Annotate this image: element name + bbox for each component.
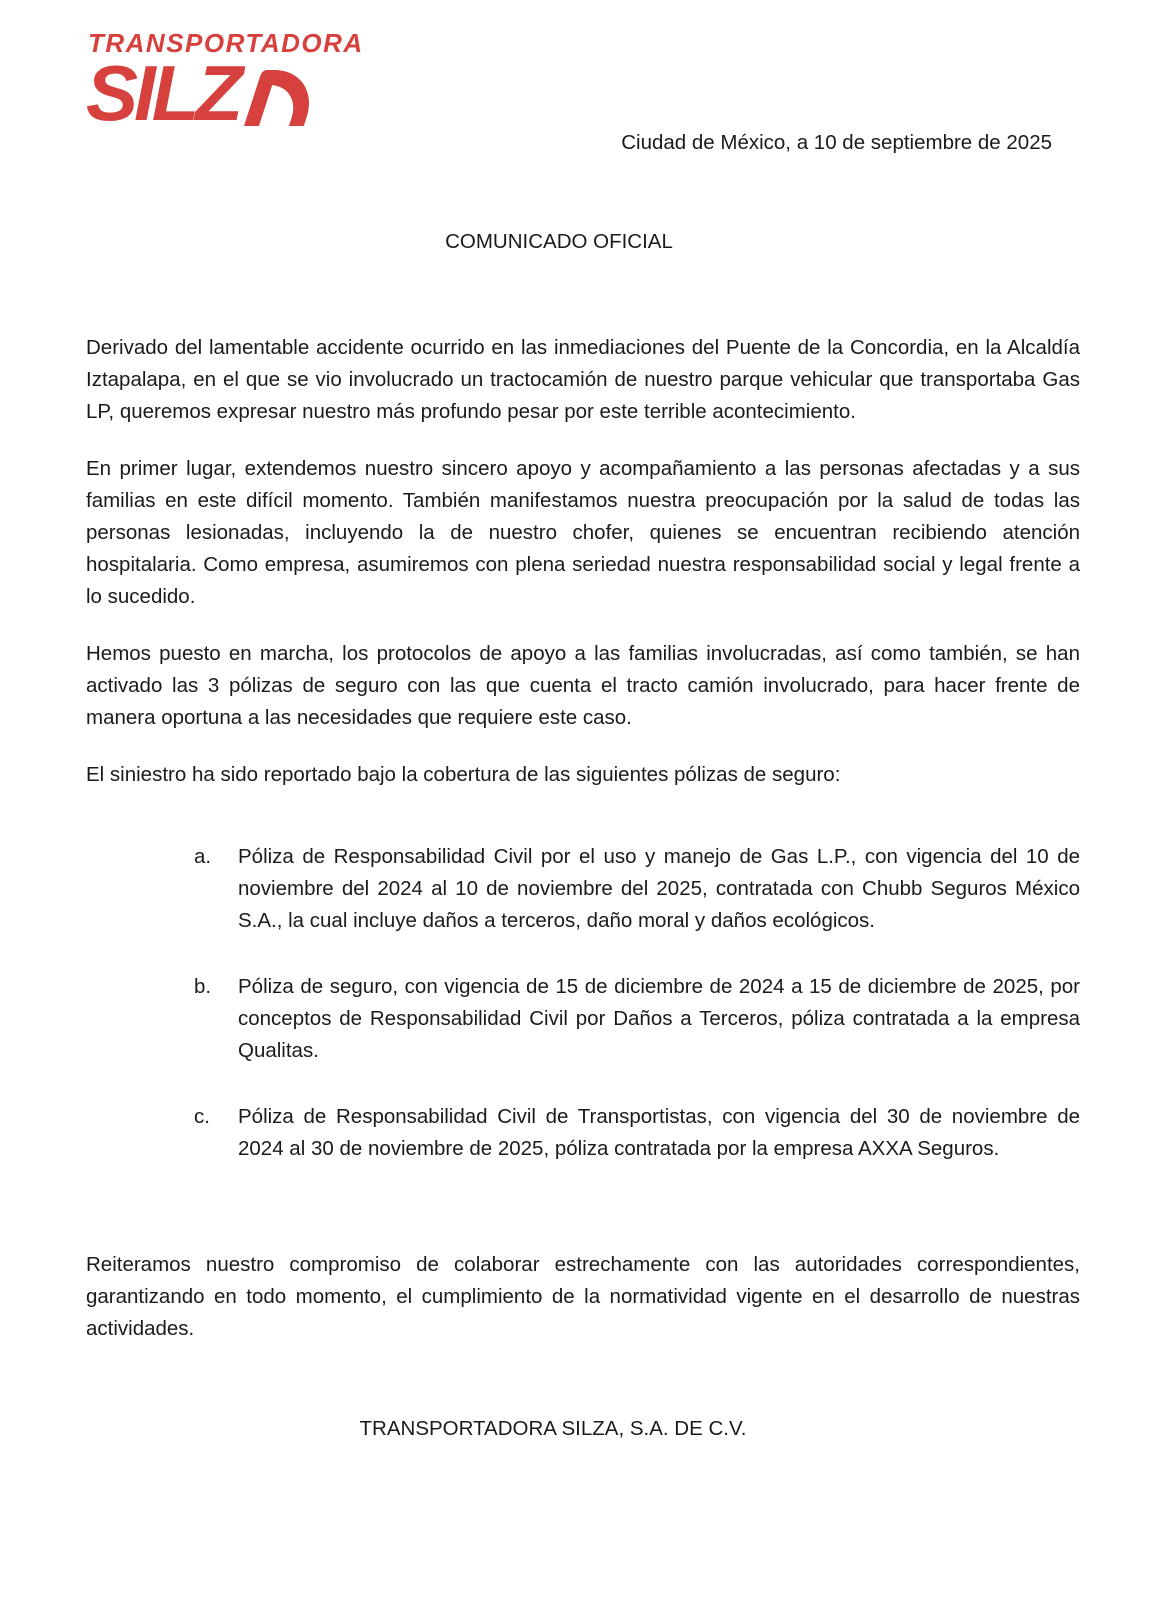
paragraph-support-statement: En primer lugar, extendemos nuestro sincero apoyo y acompañamiento a las personas afectadas y a sus familias en este difícil momento. También manifestamos nuestra preocupación por la salud de todas las personas lesionadas, incluyendo la de nuestro chofer, quienes se encuentran recibiendo atención hospitalaria. Como empresa, asumiremos con plena seriedad nuestra responsabilidad social y legal frente a lo sucedido. [86,457,1080,608]
document-title: COMUNICADO OFICIAL [445,230,673,253]
paragraph-policies-intro: El siniestro ha sido reportado bajo la cobertura de las siguientes pólizas de seguro: [86,763,841,786]
company-signature: TRANSPORTADORA SILZA, S.A. DE C.V. [359,1417,747,1440]
list-item-policy-a [86,841,1080,937]
policy-a-text: Póliza de Responsabilidad Civil por el uso y manejo de Gas L.P., con vigencia del 10 de noviembre del 2024 al 10 de noviembre del 2025, contratada con Chubb Seguros México S.A., la cual incluye daños a terceros, daño moral y daños ecológicos. [238,845,1080,932]
list-item-policy-c [86,1101,1080,1165]
paragraph-closing-statement: Reiteramos nuestro compromiso de colaborar estrechamente con las autoridades correspondientes, garantizando en todo momento, el cumplimiento de la normatividad vigente en el desarrollo de nuestras actividades. [86,1253,1080,1340]
list-marker: b. [194,975,212,998]
company-logo [86,28,1080,138]
logo-word-silz: SILZ [86,49,239,138]
logo-top-text: TRANSPORTADORA [88,28,364,58]
policy-list [86,841,1080,1165]
logo-wordmark [86,49,1080,138]
policy-b-text: Póliza de seguro, con vigencia de 15 de diciembre de 2024 a 15 de diciembre de 2025, por conceptos de Responsabilidad Civil por Daños a Terceros, póliza contratada a la empresa Qualitas. [238,975,1080,1062]
date-line: Ciudad de México, a 10 de septiembre de 2025 [621,131,1052,154]
policy-c-text: Póliza de Responsabilidad Civil de Transportistas, con vigencia del 30 de noviembre de 2024 al 30 de noviembre de 2025, póliza contratada por la empresa AXXA Seguros. [238,1105,1080,1160]
silza-stylized-a-icon [244,70,322,126]
list-marker: c. [194,1105,210,1128]
list-item-policy-b [86,971,1080,1067]
list-marker: a. [194,845,212,868]
paragraph-protocols-statement: Hemos puesto en marcha, los protocolos de apoyo a las familias involucradas, así como también, se han activado las 3 pólizas de seguro con las que cuenta el tracto camión involucrado, para hacer frente de manera oportuna a las necesidades que requiere este caso. [86,642,1080,729]
paragraph-accident-statement: Derivado del lamentable accidente ocurrido en las inmediaciones del Puente de la Concordia, en la Alcaldía Iztapalapa, en el que se vio involucrado un tractocamión de nuestro parque vehicular que transportaba Gas LP, queremos expresar nuestro más profundo pesar por este terrible acontecimiento. [86,336,1080,423]
